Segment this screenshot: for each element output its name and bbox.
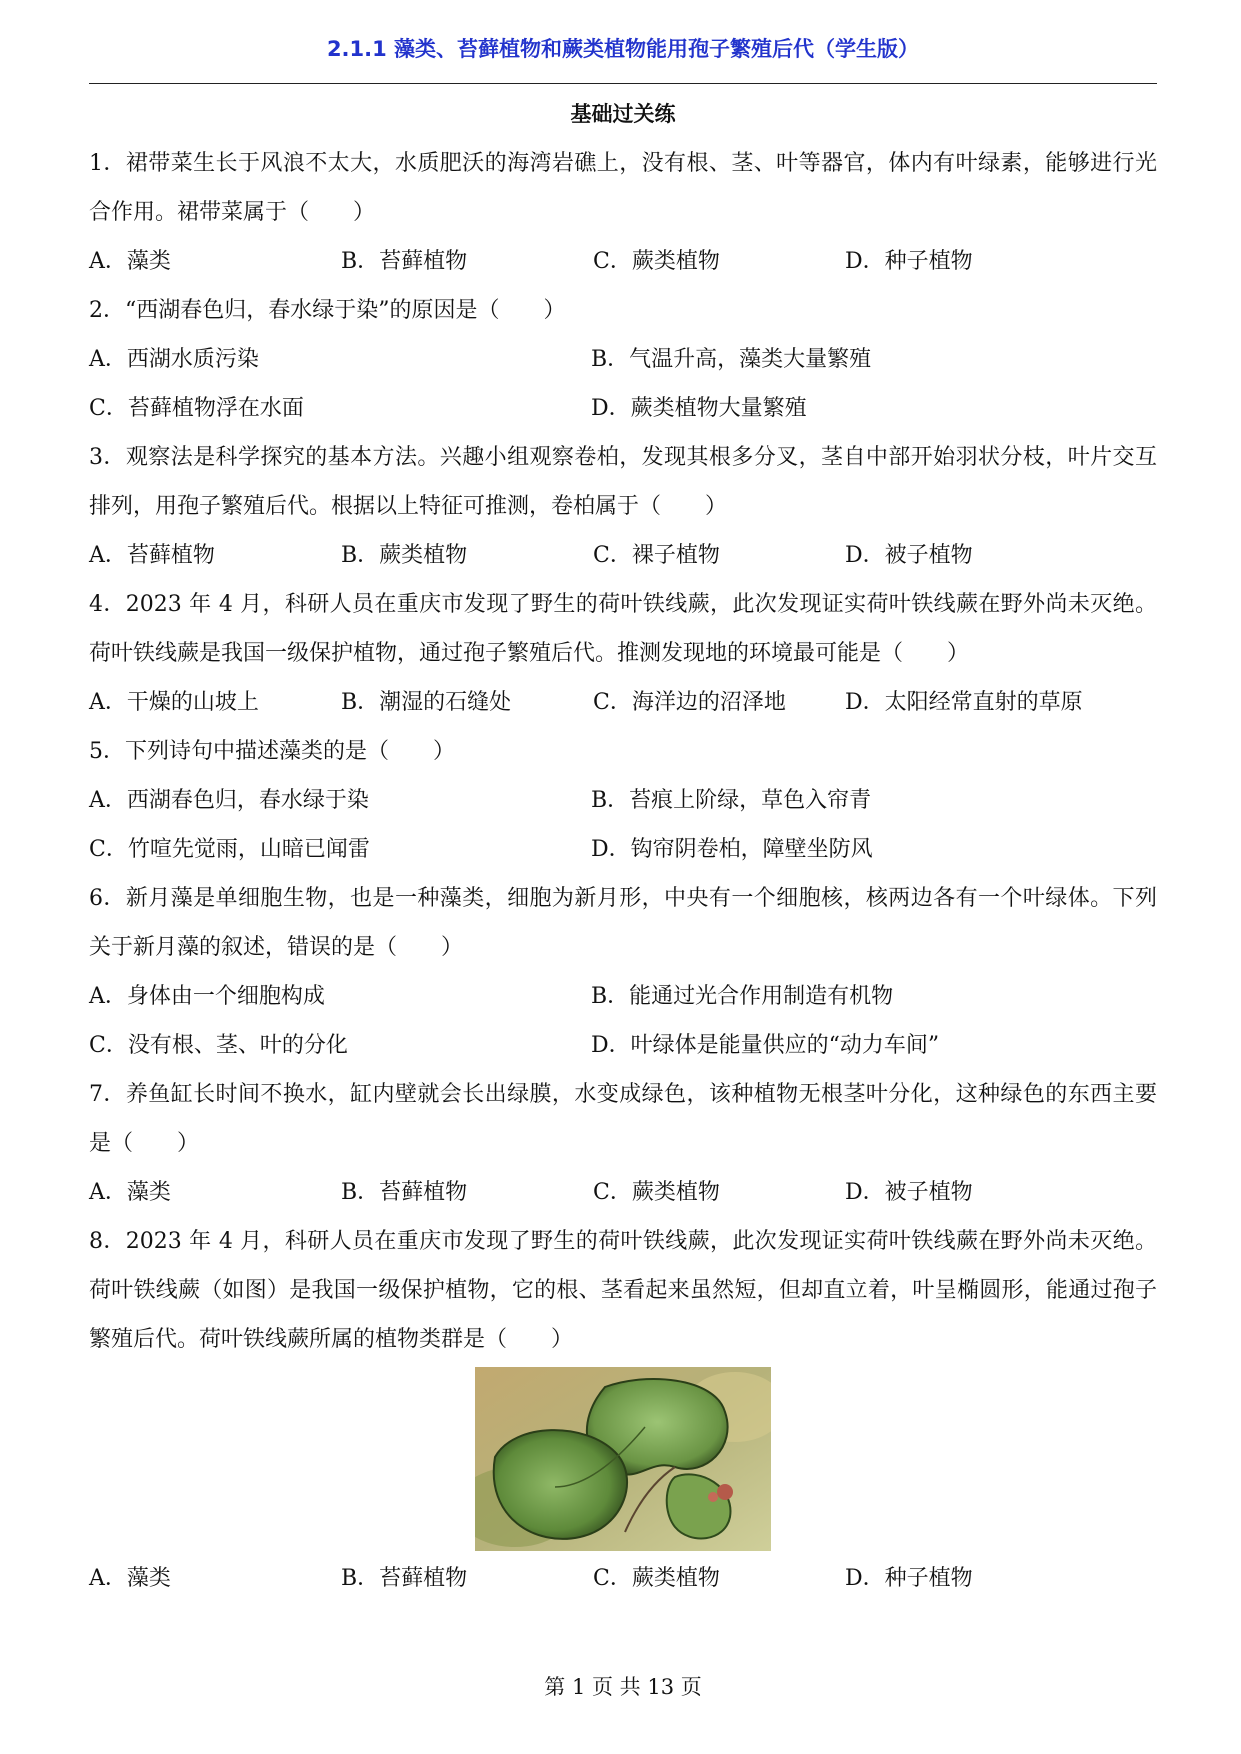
option-row — [89, 825, 1157, 874]
question-6 — [89, 874, 1157, 1070]
option-d: D．太阳经常直射的草原 — [845, 690, 1083, 715]
option-b: B．蕨类植物 — [341, 543, 468, 568]
option-d: D．种子植物 — [845, 1566, 973, 1591]
question-8 — [89, 1217, 1157, 1603]
option-c: C．竹喧先觉雨，山暗已闻雷 — [89, 837, 370, 862]
option-row — [89, 776, 1157, 825]
option-a: A．藻类 — [89, 1180, 171, 1205]
option-b: B．苔痕上阶绿，草色入帘青 — [591, 788, 872, 813]
option-a: A．藻类 — [89, 249, 171, 274]
question-text: 2．“西湖春色归，春水绿于染”的原因是（ ） — [89, 298, 566, 323]
option-b: B．潮湿的石缝处 — [341, 690, 512, 715]
question-4 — [89, 580, 1157, 727]
option-row — [89, 1021, 1157, 1070]
option-row — [89, 678, 1157, 727]
option-d: D．被子植物 — [845, 543, 973, 568]
question-2 — [89, 286, 1157, 433]
option-c: C．蕨类植物 — [593, 1566, 720, 1591]
option-a: A．干燥的山坡上 — [89, 690, 259, 715]
question-text: 7．养鱼缸长时间不换水，缸内壁就会长出绿膜，水变成绿色，该种植物无根茎叶分化，这种绿色的东西主要是（ ） — [89, 1082, 1157, 1156]
option-a: A．西湖春色归，春水绿于染 — [89, 788, 369, 813]
question-text: 1．裙带菜生长于风浪不太大，水质肥沃的海湾岩礁上，没有根、茎、叶等器官，体内有叶绿素，能够进行光合作用。裙带菜属于（ ） — [89, 151, 1157, 225]
option-row — [89, 1554, 1157, 1603]
option-d: D．蕨类植物大量繁殖 — [591, 396, 807, 421]
document-header-title: 2.1.1 藻类、苔藓植物和蕨类植物能用孢子繁殖后代（学生版） — [326, 37, 920, 61]
option-c: C．没有根、茎、叶的分化 — [89, 1033, 348, 1058]
option-d: D．钩帘阴卷柏，障壁坐防风 — [591, 837, 873, 862]
option-c: C．蕨类植物 — [593, 249, 720, 274]
question-text: 3．观察法是科学探究的基本方法。兴趣小组观察卷柏，发现其根多分叉，茎自中部开始羽状分枝，叶片交互排列，用孢子繁殖后代。根据以上特征可推测，卷柏属于（ ） — [89, 445, 1157, 519]
question-1 — [89, 139, 1157, 286]
option-row — [89, 531, 1157, 580]
option-c: C．海洋边的沼泽地 — [593, 690, 786, 715]
option-a: A．身体由一个细胞构成 — [89, 984, 325, 1009]
option-b: B．苔藓植物 — [341, 249, 468, 274]
header-divider — [89, 83, 1157, 84]
question-text: 4．2023 年 4 月，科研人员在重庆市发现了野生的荷叶铁线蕨，此次发现证实荷叶铁线蕨在野外尚未灭绝。荷叶铁线蕨是我国一级保护植物，通过孢子繁殖后代。推测发现地的环境最可能是（ ） — [89, 592, 1157, 666]
option-c: C．苔藓植物浮在水面 — [89, 396, 304, 421]
option-c: C．裸子植物 — [593, 543, 720, 568]
option-row — [89, 972, 1157, 1021]
question-5 — [89, 727, 1157, 874]
option-c: C．蕨类植物 — [593, 1180, 720, 1205]
question-7 — [89, 1070, 1157, 1217]
option-d: D．被子植物 — [845, 1180, 973, 1205]
page-number-footer: 第 1 页 共 13 页 — [544, 1675, 702, 1699]
fern-photo-figure — [89, 1364, 1157, 1554]
question-text: 5．下列诗句中描述藻类的是（ ） — [89, 739, 455, 764]
fern-leaf-photo — [475, 1367, 771, 1551]
option-a: A．藻类 — [89, 1566, 171, 1591]
option-b: B．苔藓植物 — [341, 1566, 468, 1591]
option-d: D．种子植物 — [845, 249, 973, 274]
option-b: B．苔藓植物 — [341, 1180, 468, 1205]
option-b: B．气温升高，藻类大量繁殖 — [591, 347, 872, 372]
option-row — [89, 237, 1157, 286]
question-text: 6．新月藻是单细胞生物，也是一种藻类，细胞为新月形，中央有一个细胞核，核两边各有一个叶绿体。下列关于新月藻的叙述，错误的是（ ） — [89, 886, 1157, 960]
option-row — [89, 335, 1157, 384]
section-title: 基础过关练 — [570, 101, 676, 126]
option-b: B．能通过光合作用制造有机物 — [591, 984, 894, 1009]
question-text: 8．2023 年 4 月，科研人员在重庆市发现了野生的荷叶铁线蕨，此次发现证实荷叶铁线蕨在野外尚未灭绝。荷叶铁线蕨（如图）是我国一级保护植物，它的根、茎看起来虽然短，但却直立着，叶呈椭圆形，能通过孢子繁殖后代。荷叶铁线蕨所属的植物类群是（ ） — [89, 1229, 1157, 1352]
option-a: A．西湖水质污染 — [89, 347, 259, 372]
option-d: D．叶绿体是能量供应的“动力车间” — [591, 1033, 940, 1058]
question-list — [89, 139, 1157, 1603]
option-row — [89, 1168, 1157, 1217]
question-3 — [89, 433, 1157, 580]
option-row — [89, 384, 1157, 433]
option-a: A．苔藓植物 — [89, 543, 215, 568]
